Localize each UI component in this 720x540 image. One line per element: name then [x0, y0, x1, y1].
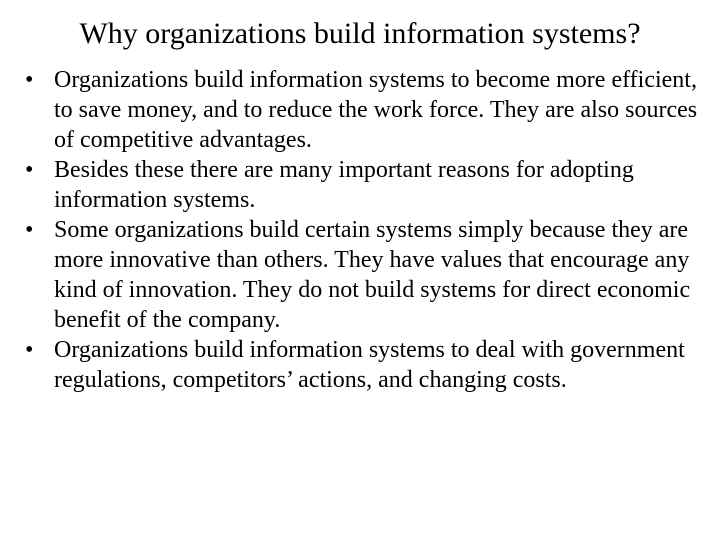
bullet-icon: •: [25, 157, 34, 183]
bullet-list: [22, 65, 704, 395]
bullet-icon: •: [25, 337, 34, 363]
bullet-icon: •: [25, 67, 34, 93]
bullet-item: [22, 155, 704, 215]
bullet-text: Organizations build information systems to deal with government regulations, competitors’ actions, and changing costs.: [54, 337, 685, 393]
bullet-item: [22, 215, 704, 335]
bullet-text: Some organizations build certain systems simply because they are more innovative than others. They have values that encourage any kind of innovation. They do not build systems for direct economic benefit of the company.: [54, 217, 691, 333]
bullet-item: [22, 335, 704, 395]
bullet-icon: •: [25, 217, 34, 243]
slide-title: Why organizations build information systems?: [79, 17, 641, 50]
bullet-text: Organizations build information systems to become more efficient, to save money, and to reduce the work force. They are also sources of competitive advantages.: [54, 67, 698, 153]
bullet-item: [22, 65, 704, 155]
bullet-text: Besides these there are many important reasons for adopting information systems.: [54, 157, 634, 213]
